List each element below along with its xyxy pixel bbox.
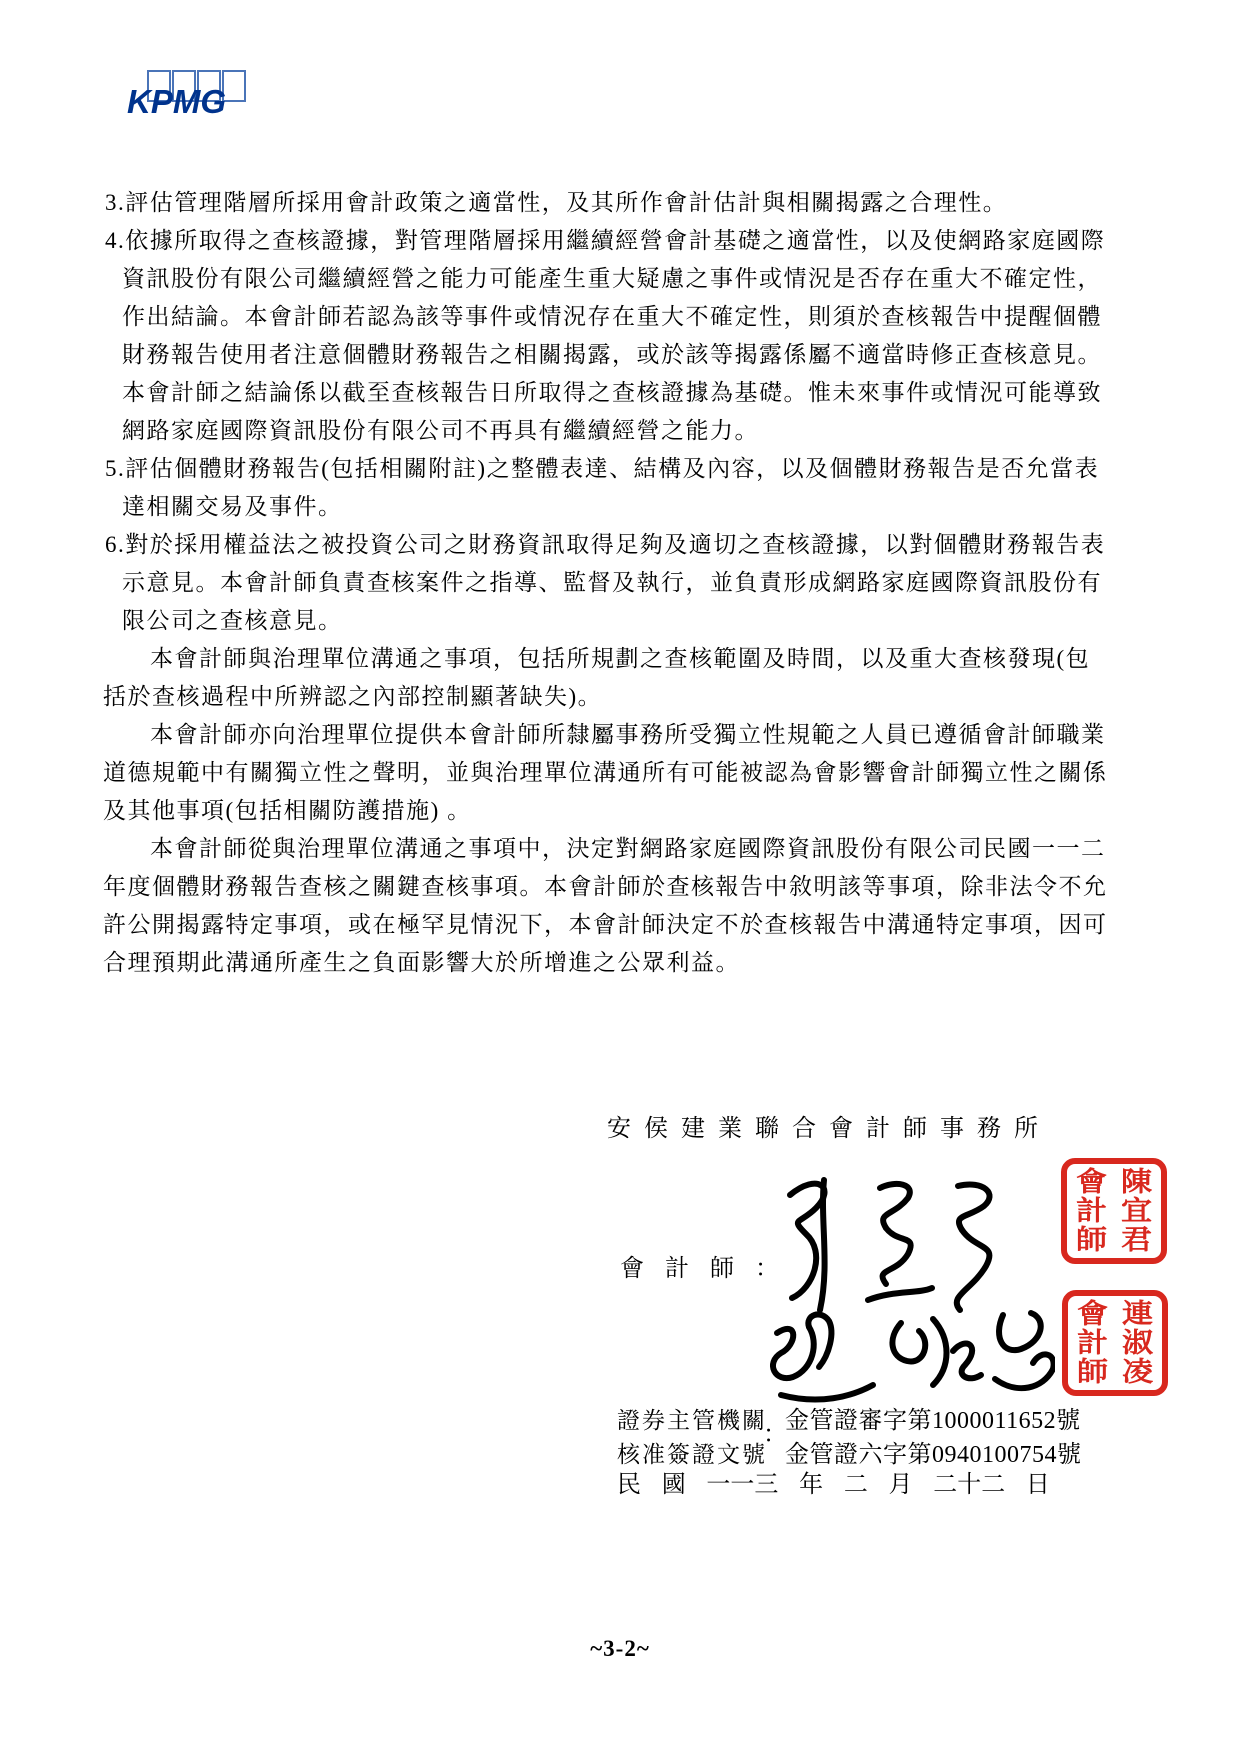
kpmg-logo-text: KPMG bbox=[127, 83, 226, 120]
body-line: 5.評估個體財務報告(包括相關附註)之整體表達、結構及內容，以及個體財務報告是否允當表 bbox=[105, 456, 1100, 481]
seal-character: 師 bbox=[1075, 1224, 1108, 1255]
seal-character: 陳 bbox=[1120, 1166, 1153, 1197]
kpmg-logo bbox=[125, 66, 255, 120]
date-part: 國 bbox=[661, 1472, 686, 1498]
body-line: 6.對於採用權益法之被投資公司之財務資訊取得足夠及適切之查核證據，以對個體財務報告表 bbox=[105, 532, 1106, 557]
seal-character: 會 bbox=[1076, 1298, 1109, 1329]
date-part: 日 bbox=[1025, 1472, 1050, 1498]
seal-character: 宜 bbox=[1120, 1195, 1153, 1226]
date-part: 月 bbox=[888, 1472, 913, 1498]
seal-character: 師 bbox=[1076, 1356, 1109, 1387]
date-part: 一一三 bbox=[706, 1472, 779, 1498]
report-body-text bbox=[103, 184, 1163, 982]
approval-label-line1: 證券主管機關 bbox=[617, 1408, 767, 1433]
body-line: 達相關交易及事件。 bbox=[122, 494, 343, 519]
body-line: 道德規範中有關獨立性之聲明，並與治理單位溝通所有可能被認為會影響會計師獨立性之關係 bbox=[103, 760, 1108, 785]
date-part: 二十二 bbox=[933, 1472, 1006, 1498]
body-line: 本會計師亦向治理單位提供本會計師所隸屬事務所受獨立性規範之人員已遵循會計師職業 bbox=[150, 722, 1106, 747]
body-line: 合理預期此溝通所產生之負面影響大於所增進之公眾利益。 bbox=[103, 950, 740, 975]
seal-character: 計 bbox=[1075, 1195, 1108, 1226]
seal-character: 會 bbox=[1075, 1166, 1108, 1197]
approval-number-2: 金管證六字第0940100754號 bbox=[785, 1442, 1082, 1468]
body-line: 本會計師與治理單位溝通之事項，包括所規劃之查核範圍及時間，以及重大查核發現(包 bbox=[150, 646, 1091, 671]
cpa-label: 會計師： bbox=[620, 1256, 800, 1282]
seal1-right-column bbox=[1114, 1168, 1159, 1255]
body-line: 作出結論。本會計師若認為該等事件或情況存在重大不確定性，則須於查核報告中提醒個體 bbox=[122, 304, 1102, 329]
approval-values bbox=[785, 1404, 1082, 1472]
firm-name: 安侯建業聯合會計師事務所 bbox=[607, 1116, 1051, 1142]
seal1-left-column bbox=[1069, 1168, 1114, 1255]
body-line: 財務報告使用者注意個體財務報告之相關揭露，或於該等揭露係屬不適當時修正查核意見。 bbox=[122, 342, 1102, 367]
body-line: 及其他事項(包括相關防護措施) 。 bbox=[103, 798, 472, 823]
kpmg-logo-icon bbox=[125, 66, 255, 120]
seal2-right-column bbox=[1115, 1300, 1160, 1387]
signature-2 bbox=[755, 1295, 1055, 1420]
date-part: 二 bbox=[843, 1472, 868, 1498]
seal-character: 君 bbox=[1120, 1224, 1153, 1255]
body-line: 本會計師之結論係以截至查核報告日所取得之查核證據為基礎。惟未來事件或情況可能導致 bbox=[122, 380, 1102, 405]
body-line: 3.評估管理階層所採用會計政策之適當性，及其所作會計估計與相關揭露之合理性。 bbox=[105, 190, 1008, 215]
body-line: 4.依據所取得之查核證據，對管理階層採用繼續經營會計基礎之適當性，以及使網路家庭國際 bbox=[105, 228, 1106, 253]
seal-character: 淑 bbox=[1121, 1327, 1154, 1358]
seal-character: 計 bbox=[1076, 1327, 1109, 1358]
approval-label-line2: 核准簽證文號 bbox=[617, 1442, 767, 1467]
seal-character: 連 bbox=[1121, 1298, 1154, 1329]
seal2-left-column bbox=[1070, 1300, 1115, 1387]
signature-2-icon bbox=[755, 1295, 1055, 1420]
body-line: 示意見。本會計師負責查核案件之指導、監督及執行，並負責形成網路家庭國際資訊股份有 bbox=[122, 570, 1102, 595]
report-date bbox=[617, 1470, 1050, 1500]
body-line: 括於查核過程中所辨認之內部控制顯著缺失)。 bbox=[103, 684, 603, 709]
cpa-seal-1 bbox=[1061, 1158, 1167, 1264]
cpa-seal-2 bbox=[1062, 1290, 1168, 1396]
approval-colon: ： bbox=[763, 1422, 787, 1448]
body-line: 年度個體財務報告查核之關鍵查核事項。本會計師於查核報告中敘明該等事項，除非法令不允 bbox=[103, 874, 1108, 899]
seal-character: 凌 bbox=[1121, 1356, 1154, 1387]
body-line: 許公開揭露特定事項，或在極罕見情況下，本會計師決定不於查核報告中溝通特定事項，因可 bbox=[103, 912, 1108, 937]
date-part: 民 bbox=[617, 1472, 641, 1498]
body-line: 限公司之查核意見。 bbox=[122, 608, 343, 633]
body-line: 本會計師從與治理單位溝通之事項中，決定對網路家庭國際資訊股份有限公司民國一一二 bbox=[150, 836, 1106, 861]
body-line: 資訊股份有限公司繼續經營之能力可能產生重大疑慮之事件或情況是否存在重大不確定性， bbox=[122, 266, 1102, 291]
page-number: ~3-2~ bbox=[590, 1636, 650, 1661]
body-line: 網路家庭國際資訊股份有限公司不再具有繼續經營之能力。 bbox=[122, 418, 759, 443]
approval-labels bbox=[617, 1404, 767, 1472]
approval-number-1: 金管證審字第1000011652號 bbox=[785, 1408, 1081, 1434]
date-part: 年 bbox=[799, 1472, 824, 1498]
